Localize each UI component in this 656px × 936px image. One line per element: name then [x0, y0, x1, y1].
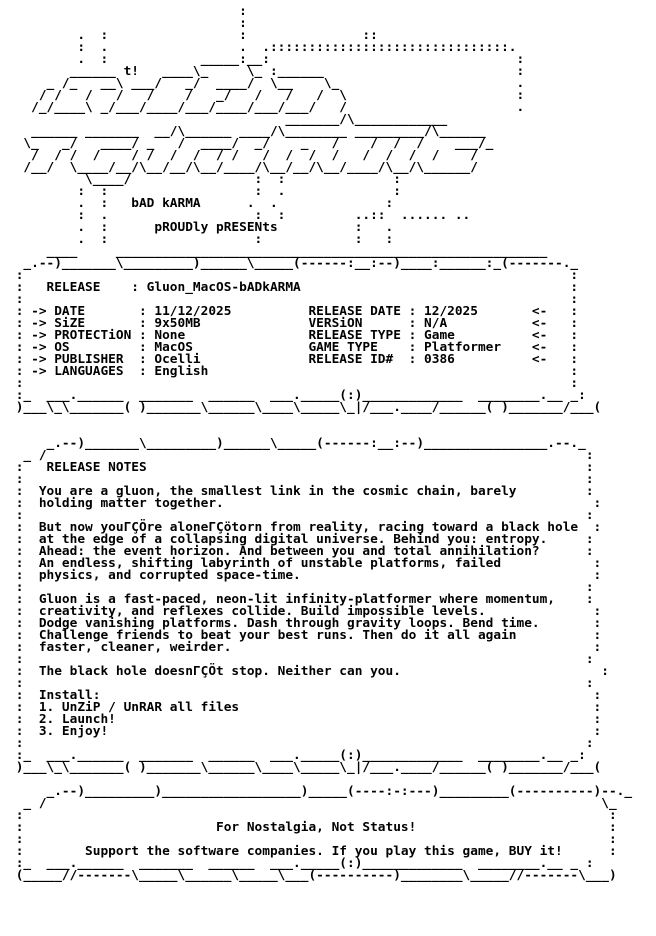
nfo-line: : :	[8, 832, 617, 847]
nfo-line: : : : . :	[8, 184, 401, 199]
nfo-line: : But now youΓÇÖre aloneΓÇötorn from reality, racing toward a black hole :	[8, 520, 602, 535]
nfo-line: :_ ___.______ _______ ______ ___._____(:)_____________ ________.__ _ :	[8, 856, 594, 871]
nfo-line: :_ ___.______ _______ ______ ___._____(:)_____________ ________.__ _:	[8, 388, 586, 403]
nfo-line: : 2. Launch! :	[8, 712, 602, 727]
nfo-line: : 1. UnZiP / UnRAR all files :	[8, 700, 602, 715]
nfo-line: : -> PROTECTiON : None RELEASE TYPE : Game <- :	[8, 328, 579, 343]
nfo-line: : :	[8, 508, 594, 523]
nfo-line: )___\_\_______( )_______\______\____\_____\_|/___.____/______( )_______/___(	[8, 760, 602, 775]
nfo-line: : -> OS : MacOS GAME TYPE : Platformer <- :	[8, 340, 579, 355]
nfo-line: : :	[8, 652, 594, 667]
nfo-line: (_____//-------\_____\______\_____\___(----------)________\_____//-------\___)	[8, 868, 617, 883]
nfo-line: . : pROUDly pRESENts : .	[8, 220, 394, 235]
nfo-line: . : : ::	[8, 28, 378, 43]
nfo-line: :_ ___.______ _______ ______ ___._____(:)_____________ ________.__ _:	[8, 748, 586, 763]
nfo-line: /__/ \____/__/\__/__/\__/____/\__/__/\__/____/\__/\______/	[8, 160, 478, 175]
nfo-line: / / / / / / _/ / / / \ :	[8, 88, 525, 103]
nfo-line: : 3. Enjoy! :	[8, 724, 602, 739]
nfo-line: : The black hole doesnΓÇÖt stop. Neither can you. :	[8, 664, 609, 679]
nfo-line: / / / / / / / / / / / / / / / / / / /	[8, 148, 478, 163]
nfo-line: : . . .:::::::::::::::::::::::::::::::.	[8, 40, 517, 55]
nfo-line: : RELEASE NOTES :	[8, 460, 594, 475]
nfo-line: _ / \_	[8, 796, 617, 811]
nfo-line: : -> DATE : 11/12/2025 RELEASE DATE : 12/2025 <- :	[8, 304, 579, 319]
nfo-line: : -> SiZE : 9x50MB VERSiON : N/A <- :	[8, 316, 579, 331]
nfo-line: . : : : :	[8, 232, 394, 247]
nfo-line: _ / :	[8, 448, 594, 463]
nfo-line: : -> LANGUAGES : English :	[8, 364, 579, 379]
nfo-line: : Challenge friends to beat your best runs. Then do it all again :	[8, 628, 602, 643]
nfo-line: )___\_\_______( )_______\______\____\_____\_|/___.____/______( )_______/___(	[8, 400, 602, 415]
nfo-line: : For Nostalgia, Not Status! :	[8, 820, 617, 835]
nfo-line: : An endless, shifting labyrinth of unstable platforms, failed :	[8, 556, 602, 571]
nfo-line: : physics, and corrupted space-time. :	[8, 568, 602, 583]
nfo-line: : :	[8, 736, 594, 751]
nfo-line: _.--)_______\_________)______\_____(------:__:--)________________.--._	[8, 436, 586, 451]
nfo-line: : Support the software companies. If you play this game, BUY it! :	[8, 844, 617, 859]
nfo-line: : at the edge of a collapsing digital universe. Behind you: entropy. :	[8, 532, 594, 547]
nfo-line: : faster, cleaner, weirder. :	[8, 640, 602, 655]
nfo-line: . : _____:__: :	[8, 52, 525, 67]
nfo-line: ______ _______ __/\______ ____/\________ _________/\______	[8, 124, 486, 139]
nfo-line: : :	[8, 268, 579, 283]
nfo-line: _ /_ __\ ___/ _/ ____/ \__ \_ .	[8, 76, 525, 91]
nfo-line: \____/ : : :	[8, 172, 401, 187]
nfo-line: : :	[8, 808, 617, 823]
nfo-line: ______ t! ____\_ \_ :______ :	[8, 64, 525, 79]
nfo-line: : Ahead: the event horizon. And between you and total annihilation? :	[8, 544, 594, 559]
nfo-line: \_ _/ ____/ _ / ____/ _/ _ / / / / ___/_	[8, 136, 494, 151]
nfo-line: : :	[8, 376, 579, 391]
nfo-line: : -> PUBLISHER : Ocelli RELEASE ID# : 0386 <- :	[8, 352, 579, 367]
nfo-line: _.--)_______\_________)______\_____(------:__:--)____:______:_(-------._	[8, 256, 579, 271]
nfo-line: : Gluon is a fast-paced, neon-lit infinity-platformer where momentum, :	[8, 592, 594, 607]
nfo-line: : . : : ..:: ...... ..	[8, 208, 471, 223]
nfo-line: . : bAD kARMA . . :	[8, 196, 394, 211]
nfo-line: : creativity, and reflexes collide. Build impossible levels. :	[8, 604, 602, 619]
nfo-line: /_/____\ _/___/____/___/____/___/___/ / .	[8, 100, 525, 115]
nfo-line: ____ ________________________________________________________	[8, 244, 548, 259]
nfo-line: : You are a gluon, the smallest link in the cosmic chain, barely :	[8, 484, 594, 499]
nfo-line: : :	[8, 676, 594, 691]
nfo-line: : holding matter together. :	[8, 496, 602, 511]
nfo-line: : :	[8, 472, 594, 487]
nfo-line: _.--)_________)__________________)_____(----:-:---)_________(----------)--._	[8, 784, 633, 799]
nfo-line: :	[8, 4, 247, 19]
nfo-line: : Install: :	[8, 688, 602, 703]
nfo-line: : RELEASE : Gluon_MacOS-bADkARMA :	[8, 280, 579, 295]
nfo-line: _______/\____________	[8, 112, 448, 127]
nfo-line: : :	[8, 580, 594, 595]
nfo-line: : Dodge vanishing platforms. Dash through gravity loops. Bend time. :	[8, 616, 602, 631]
nfo-line: : :	[8, 292, 579, 307]
nfo-line: :	[8, 16, 247, 31]
